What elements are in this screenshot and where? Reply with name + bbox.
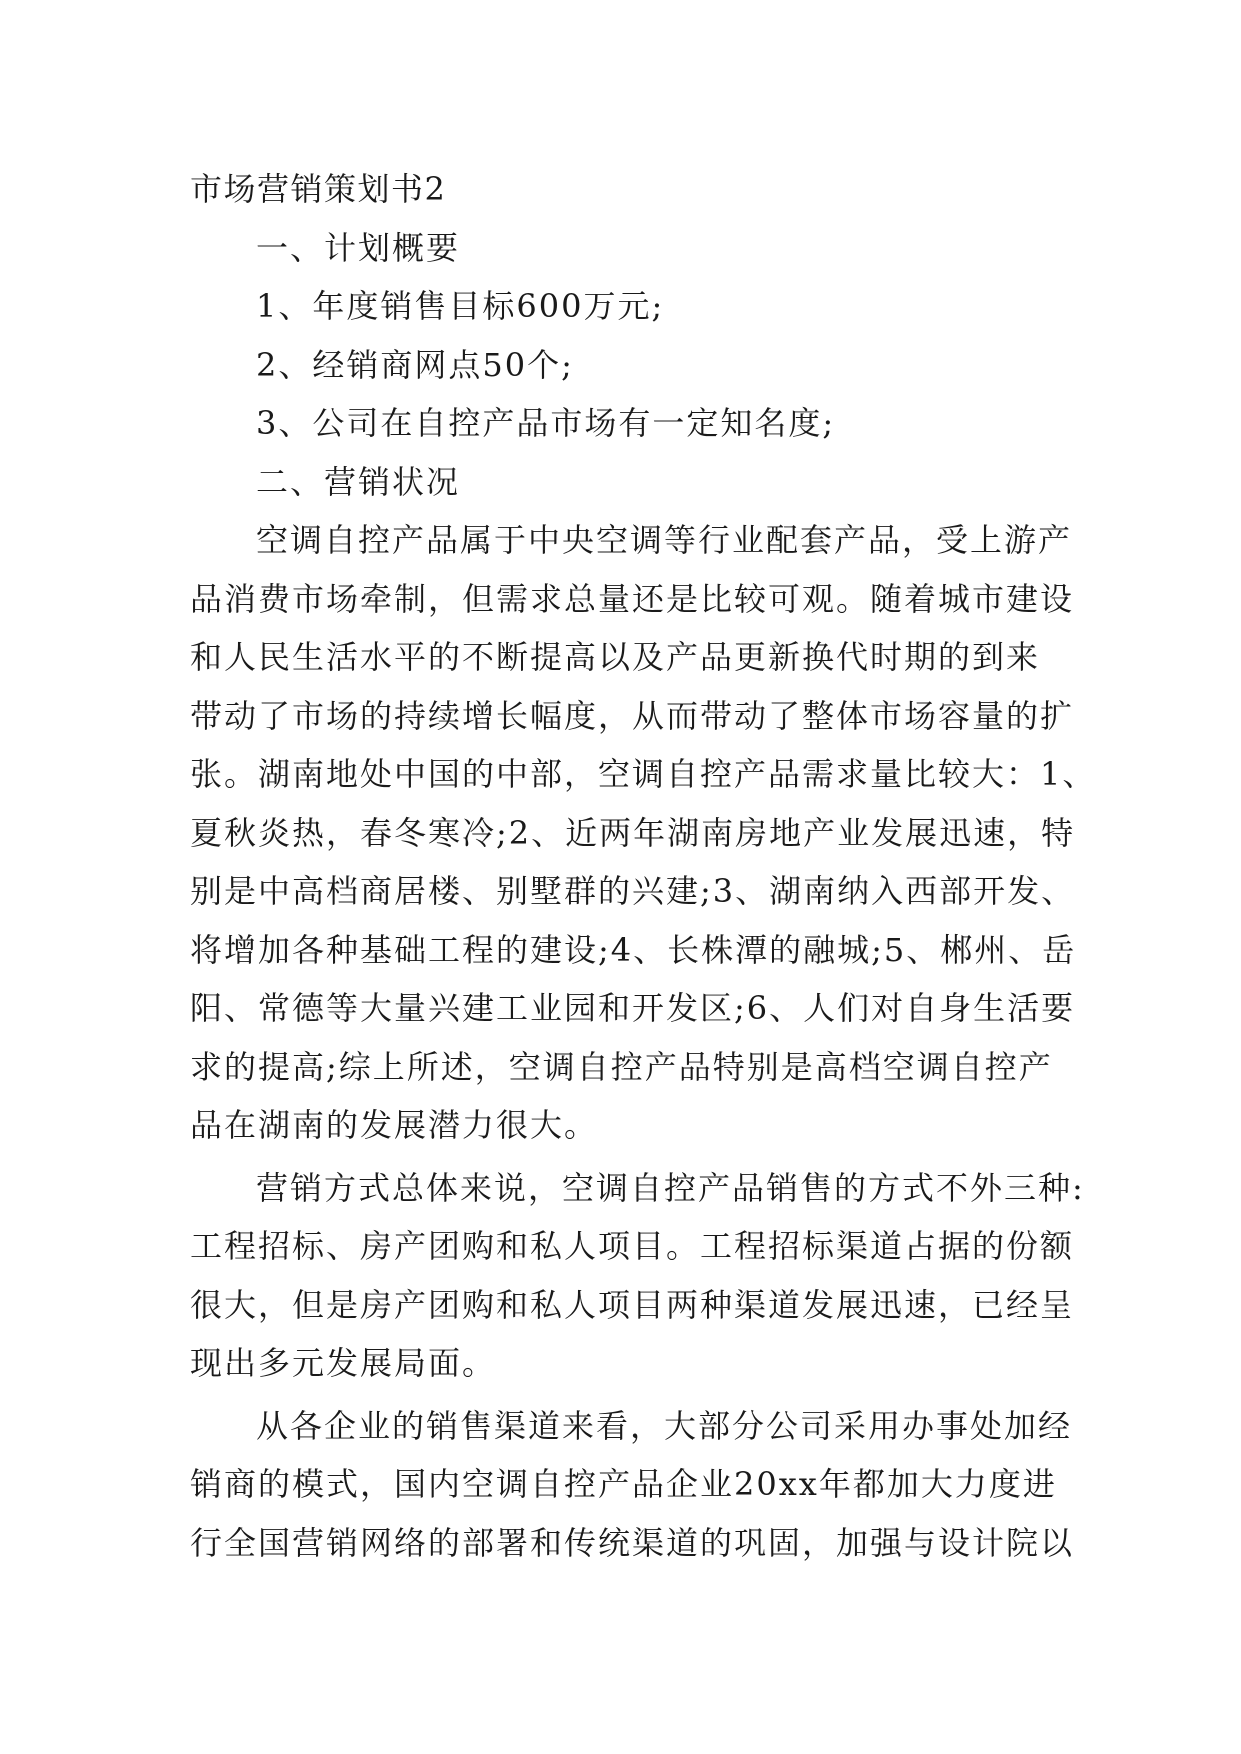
paragraph-line: 品消费市场牵制，但需求总量还是比较可观。随着城市建设 [190, 579, 1075, 618]
paragraph-line: 销商的模式，国内空调自控产品企业20xx年都加大力度进 [190, 1465, 1057, 1503]
paragraph-line: 和人民生活水平的不断提高以及产品更新换代时期的到来 [190, 638, 1041, 676]
paragraph-line: 求的提高;综上所述，空调自控产品特别是高档空调自控产 [190, 1047, 1053, 1086]
paragraph-line: 品在湖南的发展潜力很大。 [190, 1106, 599, 1144]
paragraph-line: 营销方式总体来说，空调自控产品销售的方式不外三种: [256, 1168, 1085, 1207]
paragraph-line: 夏秋炎热，春冬寒冷;2、近两年湖南房地产业发展迅速，特 [190, 813, 1076, 852]
section-heading-plan-summary: 一、计划概要 [256, 228, 461, 267]
section-heading-marketing-status: 二、营销状况 [256, 462, 461, 501]
list-item: 3、公司在自控产品市场有一定知名度; [256, 404, 836, 442]
paragraph-line: 空调自控产品属于中央空调等行业配套产品，受上游产 [256, 521, 1073, 559]
list-item: 2、经销商网点50个; [256, 345, 574, 384]
paragraph-line: 很大，但是房产团购和私人项目两种渠道发展迅速，已经呈 [190, 1285, 1075, 1324]
paragraph-market-overview [190, 511, 1097, 1155]
paragraph-line: 行全国营销网络的部署和传统渠道的巩固，加强与设计院以 [190, 1523, 1075, 1562]
paragraph-line: 工程招标、房产团购和私人项目。工程招标渠道占据的份额 [190, 1227, 1075, 1265]
paragraph-line: 张。湖南地处中国的中部，空调自控产品需求量比较大：1、 [190, 755, 1097, 793]
paragraph-sales-methods [190, 1159, 1085, 1393]
paragraph-line: 从各企业的销售渠道来看，大部分公司采用办事处加经 [256, 1406, 1073, 1445]
paragraph-line: 现出多元发展局面。 [190, 1344, 497, 1382]
document-title: 市场营销策划书2 [190, 170, 447, 208]
paragraph-line: 带动了市场的持续增长幅度，从而带动了整体市场容量的扩 [190, 696, 1075, 735]
paragraph-sales-channels [190, 1397, 1075, 1573]
paragraph-line: 阳、常德等大量兴建工业园和开发区;6、人们对自身生活要 [190, 989, 1076, 1027]
paragraph-line: 别是中高档商居楼、别墅群的兴建;3、湖南纳入西部开发、 [190, 872, 1076, 910]
list-item: 1、年度销售目标600万元; [256, 287, 665, 325]
document-page [190, 160, 1097, 1572]
paragraph-line: 将增加各种基础工程的建设;4、长株潭的融城;5、郴州、岳 [190, 930, 1077, 969]
